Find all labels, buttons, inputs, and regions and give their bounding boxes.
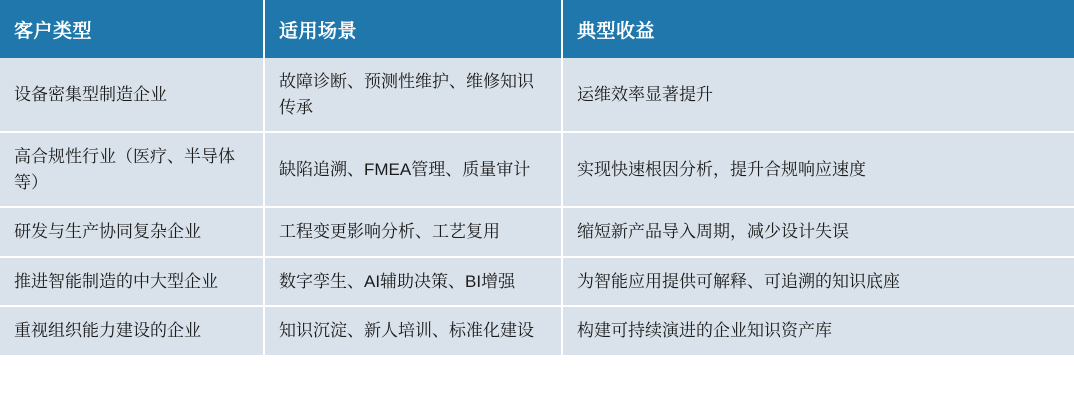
- table-row: [0, 58, 1074, 132]
- cell-benefit: 缩短新产品导入周期，减少设计失误: [562, 207, 1074, 257]
- cell-customer-type: 设备密集型制造企业: [0, 58, 264, 132]
- table-row: [0, 207, 1074, 257]
- column-header-scenario: 适用场景: [264, 0, 562, 58]
- column-header-customer-type: 客户类型: [0, 0, 264, 58]
- cell-customer-type: 推进智能制造的中大型企业: [0, 257, 264, 307]
- table-row: [0, 257, 1074, 307]
- column-header-benefit: 典型收益: [562, 0, 1074, 58]
- cell-customer-type: 研发与生产协同复杂企业: [0, 207, 264, 257]
- cell-benefit: 构建可持续演进的企业知识资产库: [562, 306, 1074, 355]
- cell-benefit: 为智能应用提供可解释、可追溯的知识底座: [562, 257, 1074, 307]
- cell-scenario: 缺陷追溯、FMEA管理、质量审计: [264, 132, 562, 207]
- cell-benefit: 运维效率显著提升: [562, 58, 1074, 132]
- table-header: [0, 0, 1074, 58]
- cell-benefit: 实现快速根因分析，提升合规响应速度: [562, 132, 1074, 207]
- table-body: [0, 58, 1074, 355]
- cell-scenario: 知识沉淀、新人培训、标准化建设: [264, 306, 562, 355]
- cell-customer-type: 重视组织能力建设的企业: [0, 306, 264, 355]
- table-row: [0, 306, 1074, 355]
- table-header-row: [0, 0, 1074, 58]
- cell-customer-type: 高合规性行业（医疗、半导体等）: [0, 132, 264, 207]
- cell-scenario: 工程变更影响分析、工艺复用: [264, 207, 562, 257]
- cell-scenario: 故障诊断、预测性维护、维修知识传承: [264, 58, 562, 132]
- table-row: [0, 132, 1074, 207]
- cell-scenario: 数字孪生、AI辅助决策、BI增强: [264, 257, 562, 307]
